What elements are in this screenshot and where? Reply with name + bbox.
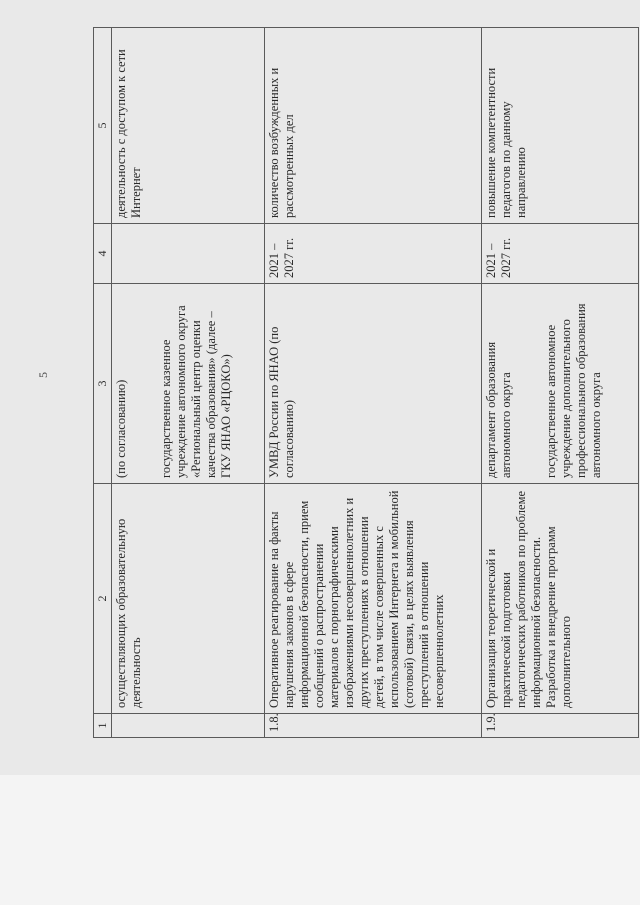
result-cell: повышение компетентности педагогов по данному направлению [482, 28, 639, 224]
event-cell: Организация теоретической и практической подготовки педагогических работников по проблеме информационной безопасности. Разработка и внедрение программ дополнительного [482, 484, 639, 714]
rotated-table-container [93, 28, 620, 738]
period-cell [112, 224, 265, 284]
row-number [112, 714, 265, 738]
row-number: 1.9. [482, 714, 639, 738]
period-cell: 2021 – 2027 гг. [482, 224, 639, 284]
header-col-5: 5 [94, 28, 112, 224]
result-cell: деятельность с доступом к сети Интернет [112, 28, 265, 224]
header-col-4: 4 [94, 224, 112, 284]
header-col-1: 1 [94, 714, 112, 738]
page-number: 5 [36, 372, 50, 378]
period-cell: 2021 – 2027 гг. [265, 224, 482, 284]
table-header-row [94, 28, 112, 738]
executor-secondary: государственное казенное учреждение автономного округа «Региональный центр оценки качества образования» (далее – ГКУ ЯНАО «РЦОКО») [159, 305, 233, 478]
action-plan-table [93, 27, 639, 738]
header-col-3: 3 [94, 284, 112, 484]
table-row [265, 28, 482, 738]
event-cell: Оперативное реагирование на факты нарушения законов в сфере информационной безопасности, прием сообщений о распространении материалов с порнографическими изображениями несовершеннолетних и других преступлениях в отношении детей, в том числе совершенных с использованием Интернета и мобильной (сотовой) связи, в целях выявления преступлений в отношении несовершеннолетних [265, 484, 482, 714]
executor-secondary: государственное автономное учреждение дополнительного профессионального образования автономного округа [544, 303, 603, 478]
executor-primary: департамент образования автономного округа [484, 341, 513, 478]
result-cell: количество возбужденных и рассмотренных дел [265, 28, 482, 224]
executor-primary: (по согласованию) [114, 379, 128, 478]
executor-cell [482, 284, 639, 484]
executor-cell [112, 284, 265, 484]
executor-primary: УМВД России по ЯНАО (по согласованию) [267, 326, 296, 478]
row-number: 1.8. [265, 714, 482, 738]
table-row [112, 28, 265, 738]
executor-cell [265, 284, 482, 484]
header-col-2: 2 [94, 484, 112, 714]
table-row [482, 28, 639, 738]
event-cell: осуществляющих образовательную деятельность [112, 484, 265, 714]
